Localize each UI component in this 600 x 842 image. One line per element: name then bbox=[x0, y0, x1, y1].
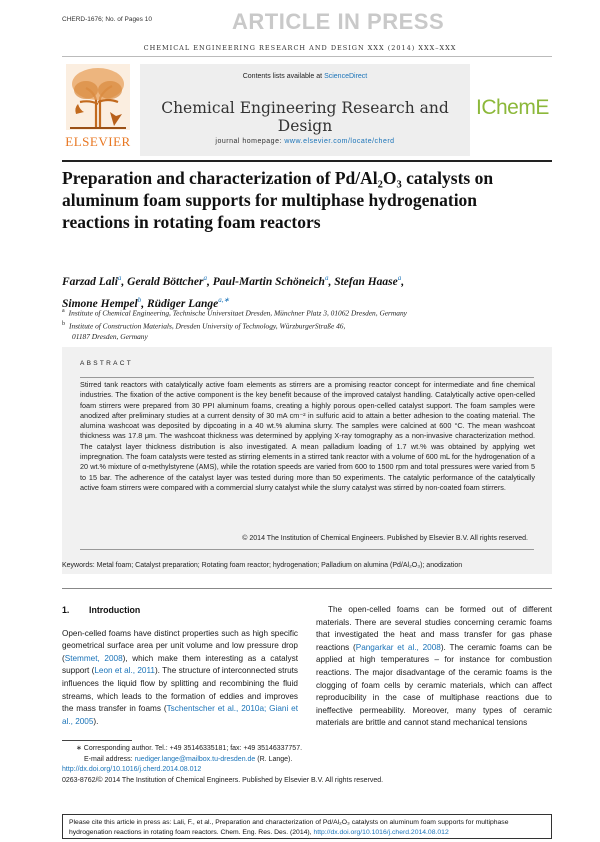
abstract-heading: ABSTRACT bbox=[80, 360, 134, 367]
body-column-left bbox=[62, 604, 298, 728]
author-affil-mark[interactable]: a bbox=[397, 274, 402, 282]
keywords-rule bbox=[62, 588, 552, 589]
section-number: 1. bbox=[62, 605, 70, 615]
corresponding-author-note: ∗ Corresponding author. Tel.: +49 35146335181; fax: +49 35146337757. bbox=[76, 745, 303, 752]
homepage-link[interactable]: www.elsevier.com/locate/cherd bbox=[284, 138, 395, 145]
citation-link[interactable]: Leon et al., 2011 bbox=[94, 666, 155, 676]
elsevier-tree-icon bbox=[66, 64, 130, 130]
author-affil-mark[interactable]: a bbox=[324, 274, 329, 282]
top-banner bbox=[0, 0, 600, 40]
email-suffix: (R. Lange). bbox=[255, 755, 293, 763]
citation-link[interactable]: Tschentscher et al., 2010a; Giani et al., 2005 bbox=[62, 704, 298, 726]
contents-line bbox=[140, 73, 470, 80]
affiliations bbox=[62, 306, 542, 342]
body-text: ), which make them interesting as a catalyst support ( bbox=[62, 653, 298, 676]
journal-header bbox=[140, 64, 470, 156]
body-text: ). The ceramic foams can be applied at high temperatures – for instance for combustion reactions. The major disadvantage of the ceramic foams is the clogging of foam cells by ceramic materials, which can affect reproducibility in the case of multiphase reactions due to ineffective permeability. Moreover, many types of ceramic materials are brittle and cannot stand mechanical tensions bbox=[316, 642, 552, 728]
intro-paragraph-left bbox=[62, 628, 298, 729]
article-in-press-banner: ARTICLE IN PRESS bbox=[232, 9, 445, 34]
journal-homepage bbox=[140, 138, 470, 145]
abstract-copyright: © 2014 The Institution of Chemical Engineers. Published by Elsevier B.V. All rights reserved. bbox=[242, 535, 528, 542]
author-name[interactable]: Simone Hempel bbox=[62, 297, 138, 310]
author-affil-mark[interactable]: a bbox=[203, 274, 208, 282]
sciencedirect-link[interactable]: ScienceDirect bbox=[324, 73, 368, 80]
keywords: Keywords: Metal foam; Catalyst preparation; Rotating foam reactor; hydrogenation; Palladium on alumina (Pd/Al₂O₃); anodization bbox=[62, 562, 463, 569]
email-link[interactable]: ruediger.lange@mailbox.tu-dresden.de bbox=[134, 755, 256, 763]
affiliation-text: Institute of Construction Materials, Dresden University of Technology, WürzburgerStraße 46, bbox=[69, 321, 346, 331]
author-name[interactable]: Rüdiger Lange bbox=[146, 297, 219, 310]
icheme-logo[interactable]: IChemE bbox=[476, 96, 549, 119]
abstract-bottom-rule bbox=[80, 549, 534, 550]
author-name[interactable]: Paul-Martin Schöneich bbox=[212, 275, 325, 288]
email-note bbox=[62, 755, 542, 766]
issn-copyright: 0263-8762/© 2014 The Institution of Chemical Engineers. Published by Elsevier B.V. All rights reserved. bbox=[62, 776, 384, 784]
manuscript-meta: CHERD-1676; No. of Pages 10 bbox=[62, 16, 152, 23]
running-head-rule bbox=[62, 56, 552, 57]
abstract-text: Stirred tank reactors with catalytically active foam elements as stirrers are a promising reactor concept for intermediate and fine chemical industries. The fixation of the active component is the key benefit because of the improved catalyst handling. Catalytically active open-celled foam stirrers were prepared from 30 PPI aluminum foams, creating a highly porous open-celled catalyst support. The foam samples were anodized after preliminary studies at a current density of 30 mA cm⁻² in sulfuric acid to attain a better adhesion to the coating material. The alumina washcoat was deposited by dipcoating in a 40 wt.% alumina slurry. The samples were calcined at 600 °C. The mean washcoat thickness was 17.8 μm. The washcoat thickness was determined by applying X-ray tomography as a non-invasive characterization method. The catalyst layer thickness distribution is also investigated. A mean palladium loading of 1.7 wt.% was obtained by applying wet impregnation. The foam catalysts were tested as stirring elements in a stirred tank reactor with a volume of 600 mL for the hydrogenation of a 20 wt.% mixture of α-methylstyrene (AMS), while the rotation speeds are varied from 600 to 1500 rpm and total pressures were varied from 5 to 15 bar. The adherence of the catalyst layer was tested during more than 50 experiments. The catalytic performance of the catalytically active foam stirrers were compared with a commercial slurry catalyst while the slurry catalyst was stirred by non-coated foam stirrers. bbox=[80, 380, 535, 492]
affiliation-item bbox=[62, 319, 542, 332]
contents-prefix: Contents lists available at bbox=[242, 73, 325, 80]
citation-box bbox=[62, 814, 552, 839]
footnote-rule bbox=[62, 740, 132, 741]
email-label: E-mail address: bbox=[84, 755, 135, 763]
affiliation-item bbox=[62, 306, 542, 319]
citation-text: Please cite this article in press as: Lali, F., et al., Preparation and characterization of Pd/Al₂O₃ catalysts on aluminum foam supports for multiphase hydrogenation reactions in rotating foam reactors. Chem. Eng. Res. Des. (2014), bbox=[69, 819, 509, 836]
body-text: ). The structure of interconnected struts influences the liquid flow by splitting and recombining the fluid streams, which leads to the formation of eddies and improves the mass transfer in foams ( bbox=[62, 666, 298, 714]
author-name[interactable]: Gerald Böttcher bbox=[127, 275, 204, 288]
section-heading bbox=[62, 604, 298, 617]
journal-title: Chemical Engineering Research and Design bbox=[161, 99, 449, 135]
author-affil-mark[interactable]: a,∗ bbox=[218, 295, 230, 304]
author-name[interactable]: Farzad Lali bbox=[62, 275, 118, 288]
doi-link[interactable]: http://dx.doi.org/10.1016/j.cherd.2014.08.012 bbox=[62, 766, 202, 773]
elsevier-logo[interactable] bbox=[62, 64, 134, 152]
author-affil-mark[interactable]: a bbox=[117, 274, 122, 282]
abstract-box bbox=[62, 347, 552, 574]
affiliation-item bbox=[62, 332, 542, 343]
affiliation-letter: b bbox=[62, 320, 65, 327]
affiliation-letter: a bbox=[62, 308, 65, 314]
author-name[interactable]: Stefan Haase bbox=[334, 275, 398, 288]
affiliation-text: 01187 Dresden, Germany bbox=[72, 331, 148, 341]
body-text: The open-celled foams can be formed out of different materials. There are several studies concerning ceramic foams that investigated the heat and mass transfer for gas phase reactions ( bbox=[316, 605, 552, 652]
citation-link[interactable]: Stemmet, 2008 bbox=[64, 653, 123, 663]
homepage-label: journal homepage: bbox=[215, 138, 285, 145]
author-list: Farzad Lali$^a$, Gerald Böttcher$^a$, Paul-Martin Schöneich$^a$, Stefan Haase$^a$, Simone Hempel$^b$, Rüdiger Lange$^{a,∗}$ bbox=[62, 274, 405, 310]
citation-link[interactable]: Pangarkar et al., 2008 bbox=[355, 642, 441, 652]
affiliation-text: Institute of Chemical Engineering, Technische Universitaet Dresden, Münchner Platz 3, 01062 Dresden, Germany bbox=[68, 308, 407, 318]
header-rule bbox=[62, 160, 552, 162]
citation-doi-link[interactable]: http://dx.doi.org/10.1016/j.cherd.2014.08.012 bbox=[313, 828, 449, 836]
body-text: Open-celled foams have distinct properties such as high specific geometrical surface area per unit volume and low pressure drop ( bbox=[62, 628, 298, 663]
body-text: ). bbox=[93, 716, 99, 726]
section-title: Introduction bbox=[89, 605, 141, 615]
article-title: Preparation and characterization of Pd/Al₂O₃ catalysts on aluminum foam supports for multiphase hydrogenation reactions in rotating foam reactors bbox=[62, 168, 494, 232]
body-column-right bbox=[316, 604, 552, 730]
running-head: CHEMICAL ENGINEERING RESEARCH AND DESIGN XXX (2014) XXX–XXX bbox=[143, 44, 457, 52]
elsevier-wordmark: ELSEVIER bbox=[65, 134, 131, 149]
abstract-rule bbox=[80, 377, 534, 378]
footnotes bbox=[62, 744, 542, 786]
author-affil-mark[interactable]: b bbox=[137, 295, 142, 304]
intro-paragraph-right bbox=[316, 604, 552, 730]
